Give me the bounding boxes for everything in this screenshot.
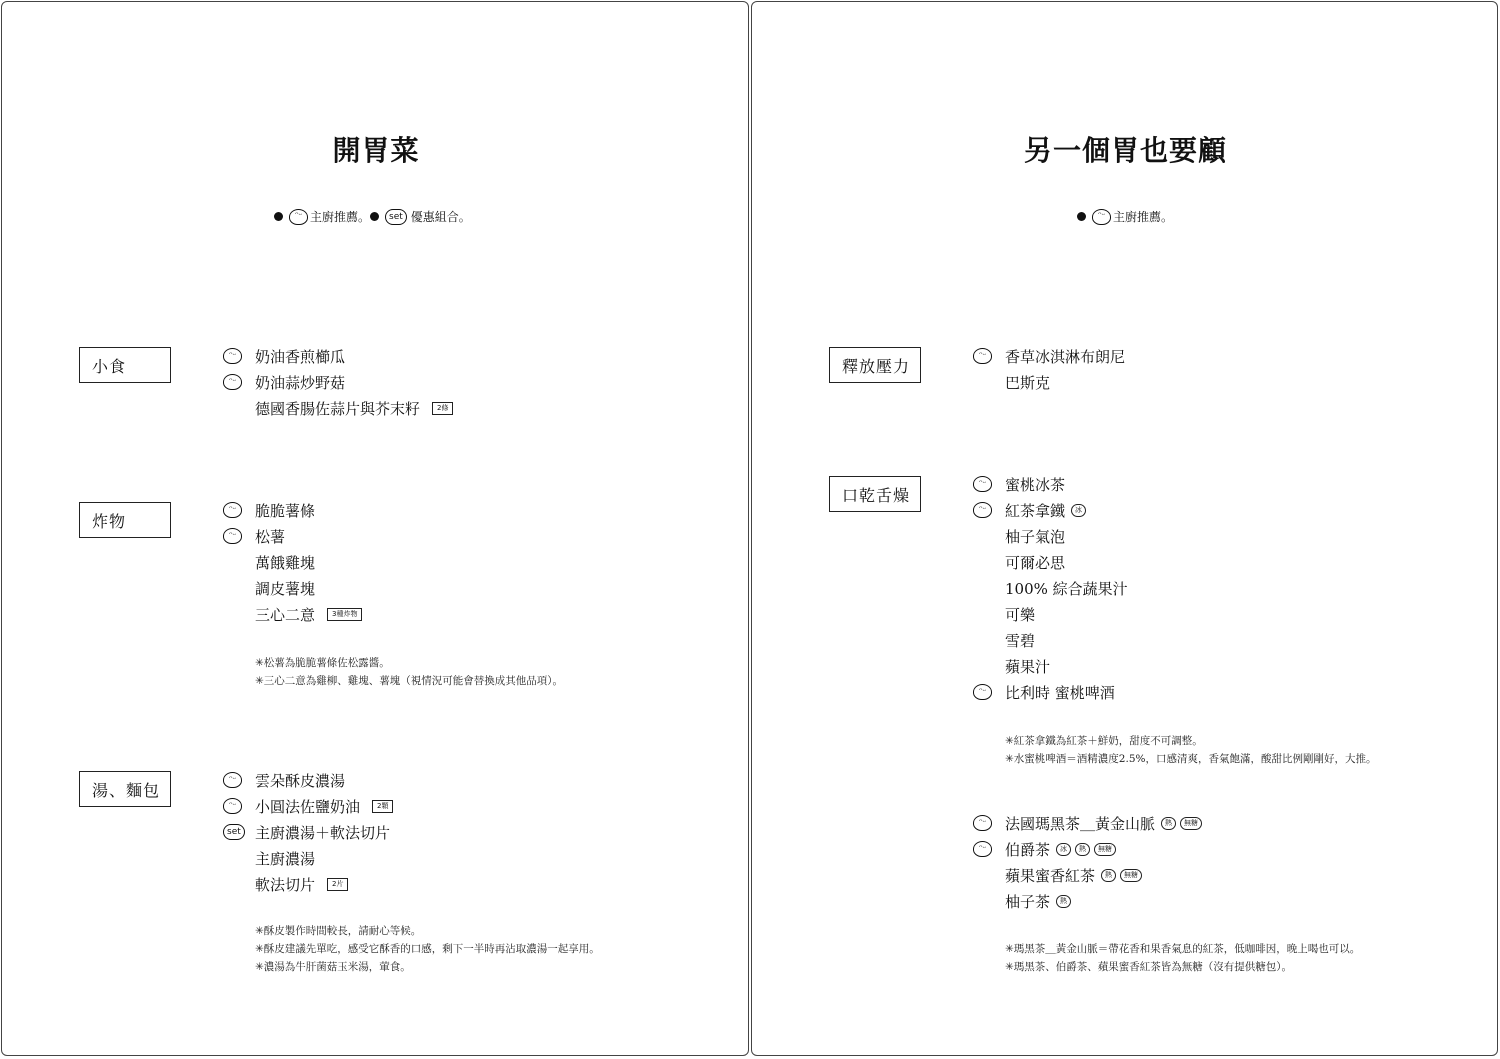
chef-hat-icon: ᵔᵕ bbox=[223, 374, 242, 390]
menu-item bbox=[973, 810, 1202, 836]
menu-item bbox=[973, 523, 1128, 549]
note: ✳酥皮建議先單吃，感受它酥香的口感，剩下一半時再沾取濃湯一起享用。 bbox=[255, 943, 600, 955]
menu-item bbox=[973, 343, 1125, 369]
badge-hot: 熱 bbox=[1161, 817, 1176, 830]
set-badge-icon: set bbox=[223, 824, 245, 840]
quantity-tag: 2片 bbox=[327, 878, 348, 891]
chef-hat-icon: ᵔᵕ bbox=[223, 502, 242, 518]
set-badge-icon: set bbox=[385, 209, 407, 225]
note: ✳三心二意為雞柳、雞塊、薯塊（視情況可能會替換成其他品項）。 bbox=[255, 675, 564, 687]
badge-sugar-free: 無糖 bbox=[1120, 869, 1142, 882]
menu-item bbox=[223, 845, 393, 871]
menu-item bbox=[223, 819, 393, 845]
item-name: 100% 綜合蔬果汁 bbox=[1005, 579, 1128, 598]
badge-iced: 冰 bbox=[1071, 504, 1086, 517]
section-label-fried: 炸物 bbox=[79, 502, 171, 538]
quantity-tag: 3種炸物 bbox=[327, 608, 362, 621]
menu-item bbox=[223, 549, 362, 575]
item-name: 法國瑪黑茶＿黃金山脈 bbox=[1005, 814, 1156, 833]
note: ✳瑪黑茶＿黃金山脈＝帶花香和果香氣息的紅茶，低咖啡因，晚上喝也可以。 bbox=[1005, 943, 1361, 955]
item-name: 調皮薯塊 bbox=[255, 579, 316, 598]
item-name: 松薯 bbox=[255, 527, 286, 546]
chef-hat-icon: ᵔᵕ bbox=[973, 684, 992, 700]
section-label-dessert: 釋放壓力 bbox=[829, 347, 921, 383]
menu-page-right bbox=[751, 1, 1498, 1056]
menu-item bbox=[973, 627, 1128, 653]
badge-sugar-free: 無糖 bbox=[1094, 843, 1116, 856]
item-name: 紅茶拿鐵 bbox=[1005, 501, 1066, 520]
section-label-snack: 小食 bbox=[79, 347, 171, 383]
chef-hat-icon: ᵔᵕ bbox=[289, 209, 308, 225]
item-name: 蘋果蜜香紅茶 bbox=[1005, 866, 1096, 885]
page-title: 另一個胃也要顧 bbox=[1023, 134, 1227, 167]
item-name: 蜜桃冰茶 bbox=[1005, 475, 1066, 494]
menu-item bbox=[223, 871, 393, 897]
note: ✳水蜜桃啤酒＝酒精濃度2.5%，口感清爽，香氣飽滿，酸甜比例剛剛好，大推。 bbox=[1005, 753, 1377, 765]
item-name: 巴斯克 bbox=[1005, 373, 1051, 392]
menu-item bbox=[973, 862, 1202, 888]
menu-page-left bbox=[1, 1, 749, 1056]
menu-item bbox=[223, 793, 393, 819]
section-items-soup bbox=[223, 767, 393, 897]
item-name: 柚子茶 bbox=[1005, 892, 1051, 911]
item-name: 雲朵酥皮濃湯 bbox=[255, 771, 346, 790]
menu-item bbox=[223, 523, 362, 549]
menu-item bbox=[973, 497, 1128, 523]
legend-chef-text: 主廚推薦。 bbox=[1113, 210, 1174, 224]
item-name: 奶油蒜炒野菇 bbox=[255, 373, 346, 392]
menu-item bbox=[223, 767, 393, 793]
section-label-drinks: 口乾舌燥 bbox=[829, 476, 921, 512]
note: ✳濃湯為牛肝菌菇玉米湯，葷食。 bbox=[255, 961, 411, 973]
menu-item bbox=[973, 549, 1128, 575]
chef-hat-icon: ᵔᵕ bbox=[1092, 209, 1111, 225]
notes-fried bbox=[255, 654, 563, 690]
item-name: 軟法切片 bbox=[255, 875, 316, 894]
menu-item bbox=[973, 471, 1128, 497]
quantity-tag: 2條 bbox=[432, 402, 453, 415]
note: ✳松薯為脆脆薯條佐松露醬。 bbox=[255, 657, 390, 669]
bullet-dot-icon bbox=[370, 212, 379, 221]
section-items-fried bbox=[223, 497, 362, 627]
menu-item bbox=[223, 575, 362, 601]
bullet-dot-icon bbox=[274, 212, 283, 221]
notes-soup bbox=[255, 922, 600, 976]
menu-item bbox=[223, 601, 362, 627]
menu-item bbox=[223, 497, 362, 523]
item-name: 比利時 蜜桃啤酒 bbox=[1005, 683, 1115, 702]
notes-drinks bbox=[1005, 732, 1376, 768]
item-name: 脆脆薯條 bbox=[255, 501, 316, 520]
item-name: 小圓法佐鹽奶油 bbox=[255, 797, 361, 816]
menu-item bbox=[973, 369, 1125, 395]
menu-item bbox=[223, 369, 453, 395]
chef-hat-icon: ᵔᵕ bbox=[223, 348, 242, 364]
legend bbox=[274, 208, 471, 225]
chef-hat-icon: ᵔᵕ bbox=[973, 348, 992, 364]
chef-hat-icon: ᵔᵕ bbox=[973, 815, 992, 831]
menu-item bbox=[973, 679, 1128, 705]
chef-hat-icon: ᵔᵕ bbox=[973, 841, 992, 857]
section-items-dessert bbox=[973, 343, 1125, 395]
item-name: 伯爵茶 bbox=[1005, 840, 1051, 859]
menu-item bbox=[973, 888, 1202, 914]
badge-iced: 冰 bbox=[1056, 843, 1071, 856]
notes-tea bbox=[1005, 940, 1360, 976]
badge-hot: 熱 bbox=[1075, 843, 1090, 856]
menu-item bbox=[973, 836, 1202, 862]
quantity-tag: 2顆 bbox=[372, 800, 393, 813]
item-name: 可樂 bbox=[1005, 605, 1036, 624]
item-name: 可爾必思 bbox=[1005, 553, 1066, 572]
legend bbox=[1077, 208, 1173, 225]
badge-sugar-free: 無糖 bbox=[1180, 817, 1202, 830]
chef-hat-icon: ᵔᵕ bbox=[973, 502, 992, 518]
menu-item bbox=[973, 653, 1128, 679]
item-name: 雪碧 bbox=[1005, 631, 1036, 650]
note: ✳瑪黑茶、伯爵茶、蘋果蜜香紅茶皆為無糖（沒有提供糖包）。 bbox=[1005, 961, 1293, 973]
item-name: 主廚濃湯＋軟法切片 bbox=[255, 823, 391, 842]
bullet-dot-icon bbox=[1077, 212, 1086, 221]
item-name: 蘋果汁 bbox=[1005, 657, 1051, 676]
note: ✳紅茶拿鐵為紅茶＋鮮奶，甜度不可調整。 bbox=[1005, 735, 1203, 747]
menu-item bbox=[223, 395, 453, 421]
menu-item bbox=[973, 575, 1128, 601]
item-name: 德國香腸佐蒜片與芥末籽 bbox=[255, 399, 421, 418]
note: ✳酥皮製作時間較長，請耐心等候。 bbox=[255, 925, 422, 937]
chef-hat-icon: ᵔᵕ bbox=[223, 798, 242, 814]
item-name: 主廚濃湯 bbox=[255, 849, 316, 868]
section-items-drinks bbox=[973, 471, 1128, 705]
section-items-snack bbox=[223, 343, 453, 421]
item-name: 三心二意 bbox=[255, 605, 316, 624]
menu-item bbox=[973, 601, 1128, 627]
badge-hot: 熱 bbox=[1056, 895, 1071, 908]
chef-hat-icon: ᵔᵕ bbox=[973, 476, 992, 492]
legend-set-text: 優惠組合。 bbox=[410, 210, 471, 224]
item-name: 柚子氣泡 bbox=[1005, 527, 1066, 546]
item-name: 奶油香煎櫛瓜 bbox=[255, 347, 346, 366]
chef-hat-icon: ᵔᵕ bbox=[223, 528, 242, 544]
item-name: 香草冰淇淋布朗尼 bbox=[1005, 347, 1126, 366]
section-label-soup: 湯、麵包 bbox=[79, 771, 171, 807]
section-items-tea bbox=[973, 810, 1202, 914]
badge-hot: 熱 bbox=[1101, 869, 1116, 882]
item-name: 萬餓雞塊 bbox=[255, 553, 316, 572]
chef-hat-icon: ᵔᵕ bbox=[223, 772, 242, 788]
page-title: 開胃菜 bbox=[332, 134, 420, 167]
legend-chef-text: 主廚推薦。 bbox=[310, 210, 371, 224]
menu-item bbox=[223, 343, 453, 369]
